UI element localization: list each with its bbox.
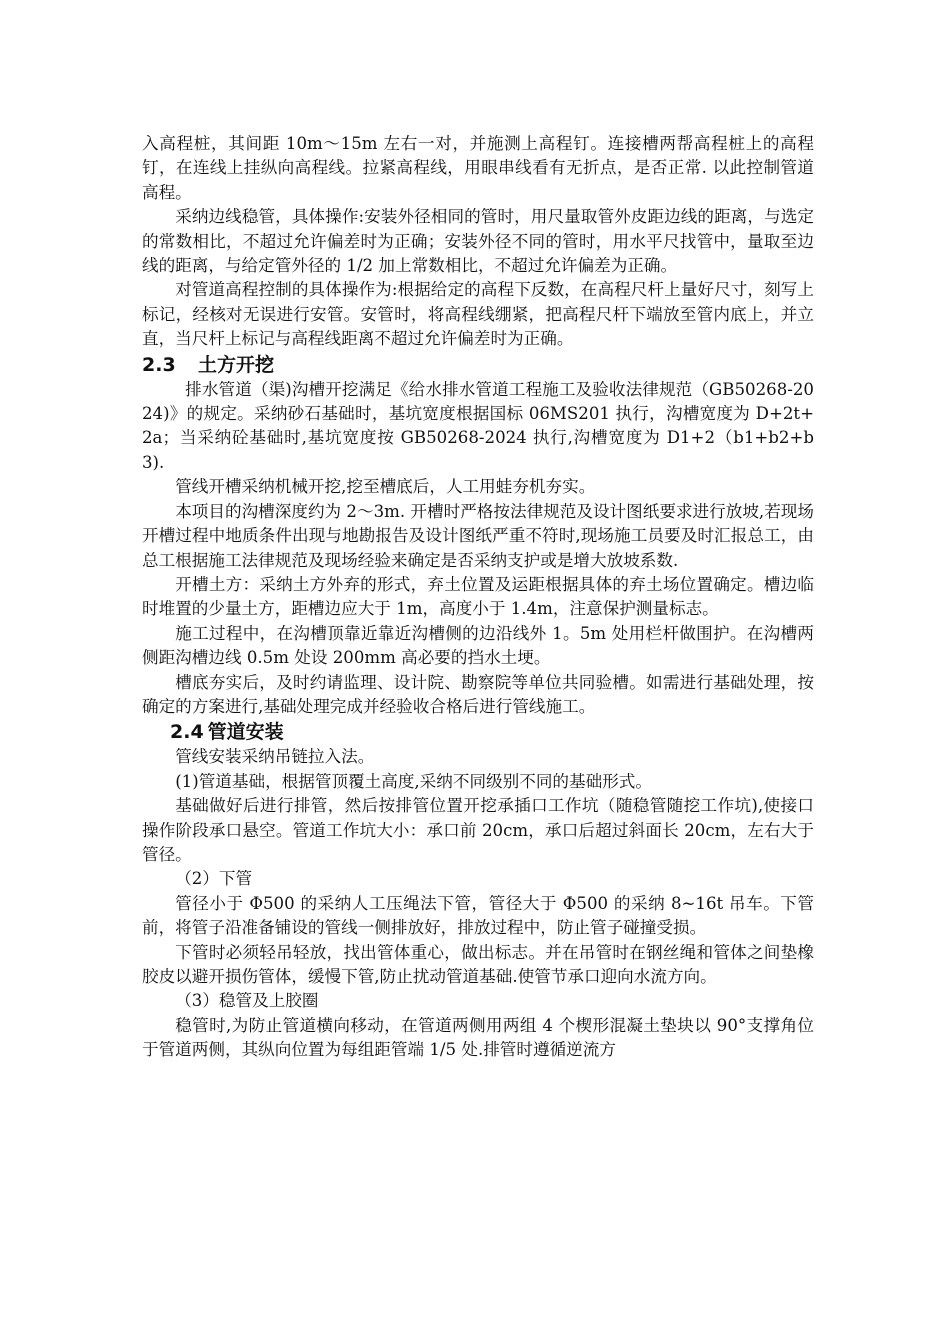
paragraph-lowering-care: 下管时必须轻吊轻放，找出管体重心，做出标志。并在吊管时在钢丝绳和管体之间垫橡胶皮以避开损伤管体，缓慢下管,防止扰动管道基础.使管节承口迎向水流方向。 [142, 942, 814, 986]
paragraph-edge-line-pipe-laying: 采纳边线稳管，具体操作:安装外径相同的管时，用尺量取管外皮距边线的距离，与选定的常数相比，不超过允许偏差时为正确；安装外径不同的管时，用水平尺找管中，量取至边线的距离，与给定管外径的 1/2 加上常数相比，不超过允许偏差为正确。 [142, 207, 814, 276]
section-title: 管道安装 [207, 721, 284, 744]
paragraph-mechanical-excavation: 管线开槽采纳机械开挖,挖至槽底后，人工用蛙夯机夯实。 [175, 477, 596, 497]
paragraph-work-pit: 基础做好后进行排管，然后按排管位置开挖承插口工作坑（随稳管随挖工作坑),使接口操作阶段承口悬空。管道工作坑大小：承口前 20cm，承口后超过斜面长 20cm，左右大于管径。 [142, 796, 814, 864]
paragraph-trench-inspection: 槽底夯实后，及时约请监理、设计院、勘察院等单位共同验槽。如需进行基础处理，按确定的方案进行,基础处理完成并经验收合格后进行管线施工。 [142, 672, 814, 716]
paragraph-elevation-control: 对管道高程控制的具体操作为:根据给定的高程下反数，在高程尺杆上量好尺寸，刻写上标记，经核对无误进行安管。安管时，将高程线绷紧，把高程尺杆下端放至管内底上，并立直，当尺杆上标记与高程线距离不超过允许偏差时为正确。 [142, 280, 814, 349]
document-page [142, 132, 814, 1063]
section-number: 2.4 [170, 721, 204, 744]
section-heading-2-3 [142, 352, 814, 378]
section-number: 2.3 [142, 353, 176, 376]
paragraph-lowering-method: 管径小于 Φ500 的采纳人工压绳法下管，管径大于 Φ500 的采纳 8~16t 吊车。下管前，将管子沿准备铺设的管线一侧排放好，排放过程中，防止管子碰撞受损。 [142, 893, 814, 938]
section-title: 土方开挖 [198, 353, 275, 376]
paragraph-trench-depth: 本项目的沟槽深度约为 2～3m. 开槽时严格按法律规范及设计图纸要求进行放坡,若现场开槽过程中地质条件出现与地勘报告及设计图纸严重不符时,现场施工员要及时汇报总工，由总工根据施工法律规范及现场经验来确定是否采纳支护或是增大放坡系数. [142, 501, 814, 570]
paragraph-installation-method: 管线安装采纳吊链拉入法。 [175, 747, 375, 767]
section-heading-2-4 [142, 719, 814, 745]
paragraph-excavated-soil: 开槽土方：采纳土方外弃的形式，弃土位置及运距根据具体的弃土场位置确定。槽边临时堆置的少量土方，距槽边应大于 1m，高度小于 1.4m，注意保护测量标志。 [142, 574, 814, 619]
paragraph-pipe-foundation: (1)管道基础，根据管顶覆土高度,采纳不同级别不同的基础形式。 [175, 771, 652, 791]
paragraph-elevation-stakes: 入高程桩，其间距 10m～15m 左右一对，并施测上高程钉。连接槽两帮高程桩上的高程钉，在连线上挂纵向高程线。拉紧高程线，用眼串线看有无折点，是否正常. 以此控制管道高程。 [142, 134, 814, 202]
paragraph-trench-spec: 排水管道（渠)沟槽开挖满足《给水排水管道工程施工及验收法律规范（GB50268-2024)》的规定。采纳砂石基础时，基坑宽度根据国标 06MS201 执行，沟槽宽度为 D+2t+2a；当采纳砼基础时,基坑宽度按 GB50268-2024 执行,沟槽宽度为 D1+2（b1+b2+b3). [142, 379, 814, 472]
subheading-lowering-pipe: （2）下管 [175, 869, 253, 889]
paragraph-stabilizing-pipe: 稳管时,为防止管道横向移动，在管道两侧用两组 4 个楔形混凝土垫块以 90°支撑角位于管道两侧，其纵向位置为每组距管端 1/5 处.排管时遵循逆流方 [142, 1015, 814, 1060]
paragraph-fencing: 施工过程中，在沟槽顶靠近靠近沟槽侧的边沿线外 1。5m 处用栏杆做围护。在沟槽两侧距沟槽边线 0.5m 处设 200mm 高必要的挡水土埂。 [142, 623, 814, 668]
subheading-stabilizing-gasket: （3）稳管及上胶圈 [175, 991, 319, 1011]
